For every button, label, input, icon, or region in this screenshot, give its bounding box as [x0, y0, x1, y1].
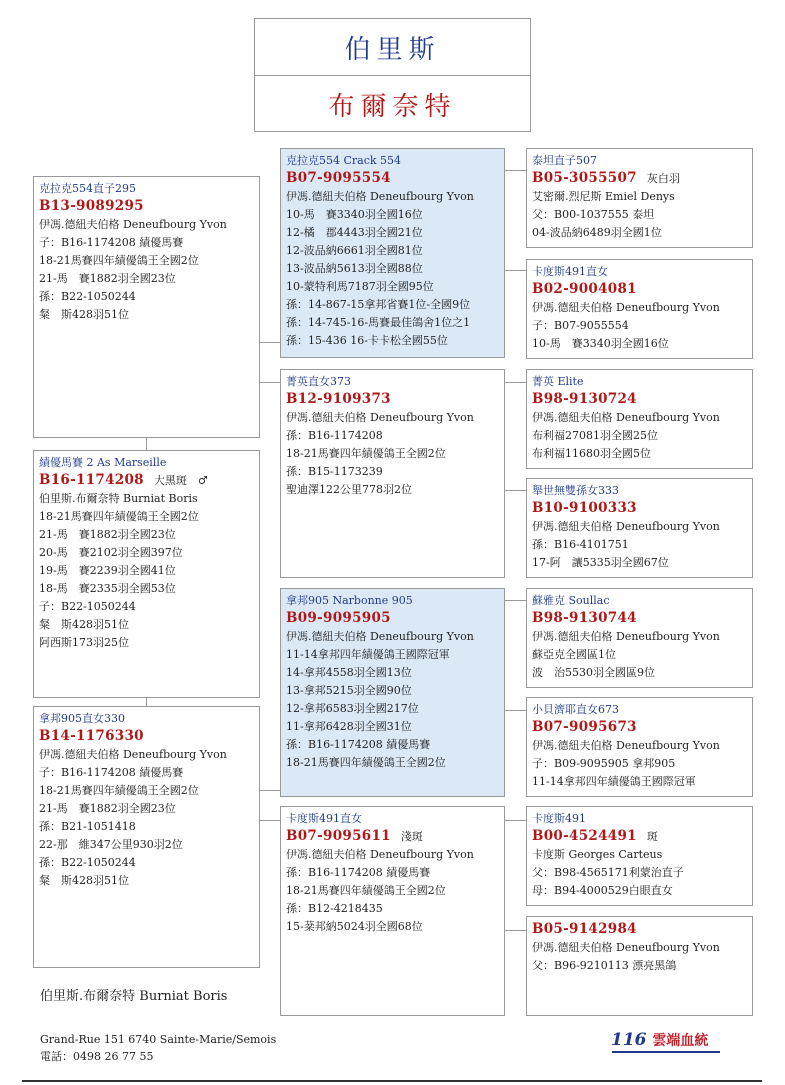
pedigree-detail-line: 孫：B22-1050244 — [39, 290, 136, 303]
connector-line — [505, 270, 526, 271]
ring-number-row — [532, 280, 748, 299]
pedigree-detail-line: 卡度斯 Georges Carteus — [532, 848, 663, 861]
connector-line — [505, 710, 526, 711]
pedigree-detail-line: 04-波品納6489羽全國1位 — [532, 226, 662, 239]
ring-number-row — [39, 727, 255, 746]
pigeon-name: 克拉克554 Crack 554 — [286, 154, 402, 167]
pedigree-detail-line: 11-14拿邦四年績優鴿王國際冠軍 — [532, 775, 696, 788]
address: Grand-Rue 151 6740 Sainte-Marie/Semois — [40, 1033, 277, 1046]
pedigree-detail-line: 18-21馬賽四年績優鴿王全國2位 — [286, 447, 446, 460]
pedigree-card-a3[interactable] — [526, 369, 753, 469]
pigeon-name: 卡度斯491直女 — [532, 265, 608, 278]
pigeon-name: 克拉克554直子295 — [39, 182, 136, 195]
ring-number-row — [286, 827, 500, 846]
pigeon-name: 績優馬賽 2 As Marseille — [39, 456, 167, 469]
pedigree-detail-line: 阿西斯173羽25位 — [39, 636, 129, 649]
pedigree-detail-line: 聖迪澤122公里778羽2位 — [286, 483, 412, 496]
pedigree-card-a5[interactable] — [526, 588, 753, 688]
ring-number: B16-1174208 — [39, 472, 144, 488]
pigeon-name: 菁英 Elite — [532, 375, 584, 388]
ring-number: B12-9109373 — [286, 391, 391, 407]
connector-line — [260, 382, 280, 383]
connector-line — [505, 820, 526, 821]
connector-line — [260, 820, 280, 821]
pedigree-detail-line: 母：B94-4000529白眼直女 — [532, 884, 673, 897]
color-description: 灰白羽 — [646, 172, 680, 185]
pedigree-detail-line: 18-馬 賽2335羽全國53位 — [39, 582, 176, 595]
pedigree-card-subject[interactable] — [33, 450, 260, 698]
pedigree-detail-line: 粲 斯428羽51位 — [39, 874, 129, 887]
pedigree-detail-line: 孫：B16-1174208 績優馬賽 — [286, 738, 431, 751]
pedigree-detail-line: 伊馮.德紐夫伯格 Deneufbourg Yvon — [532, 941, 720, 954]
pedigree-card-g2[interactable] — [280, 369, 505, 578]
ring-number: B02-9004081 — [532, 281, 637, 297]
pedigree-detail-line: 艾密爾.烈尼斯 Emiel Denys — [532, 190, 675, 203]
pedigree-detail-line: 子：B22-1050244 — [39, 600, 136, 613]
connector-line — [260, 790, 280, 791]
pedigree-detail-line: 18-21馬賽四年績優鴿王全國2位 — [39, 254, 199, 267]
pedigree-detail-line: 孫：15-436 16-卡卡松全國55位 — [286, 334, 448, 347]
pedigree-card-a8[interactable] — [526, 916, 753, 1016]
logo-underline — [612, 1051, 720, 1053]
ring-number: B13-9089295 — [39, 198, 144, 214]
ring-number-row — [286, 609, 500, 628]
pedigree-detail-line: 孫：B12-4218435 — [286, 902, 383, 915]
ring-number: B10-9100333 — [532, 500, 637, 516]
pedigree-card-a1[interactable] — [526, 148, 753, 248]
ring-number: B09-9095905 — [286, 610, 391, 626]
pigeon-name: 拿邦905直女330 — [39, 712, 125, 725]
pedigree-detail-line: 父：B98-4565171利蒙治直子 — [532, 866, 684, 879]
ring-number: B07-9095673 — [532, 719, 637, 735]
pedigree-detail-line: 21-馬 賽1882羽全國23位 — [39, 528, 176, 541]
pedigree-detail-line: 孫：B16-4101751 — [532, 538, 629, 551]
connector-line — [146, 698, 147, 706]
connector-line — [505, 490, 526, 491]
color-description: 大黑斑 ♂ — [153, 474, 208, 487]
pedigree-detail-line: 伊馮.德紐夫伯格 Deneufbourg Yvon — [532, 520, 720, 533]
logo-number: 116 — [611, 1030, 647, 1050]
pedigree-detail-line: 17-阿 讓5335羽全國67位 — [532, 556, 669, 569]
pedigree-detail-line: 12-波品納6661羽全國81位 — [286, 244, 423, 257]
pedigree-card-g3[interactable] — [280, 588, 505, 797]
pedigree-detail-line: 22-那 維347公里930羽2位 — [39, 838, 183, 851]
pedigree-detail-line: 孫：14-745-16-馬賽最佳鴿舍1位之1 — [286, 316, 471, 329]
pedigree-detail-line: 子：B16-1174208 績優馬賽 — [39, 766, 184, 779]
pedigree-detail-line: 伊馮.德紐夫伯格 Deneufbourg Yvon — [39, 748, 227, 761]
connector-line — [146, 438, 147, 450]
ring-number-row — [532, 827, 748, 846]
pedigree-detail-line: 20-馬 賽2102羽全國397位 — [39, 546, 183, 559]
pedigree-detail-line: 伊馮.德紐夫伯格 Deneufbourg Yvon — [286, 190, 474, 203]
pigeon-name: 菁英直女373 — [286, 375, 351, 388]
logo-text: 雲端血統 — [652, 1033, 709, 1049]
pedigree-detail-line: 15-棻邦納5024羽全國68位 — [286, 920, 423, 933]
title-box — [254, 18, 531, 132]
brand-logo — [611, 1030, 708, 1050]
ring-number-row — [532, 920, 748, 939]
pedigree-card-a6[interactable] — [526, 697, 753, 797]
connector-line — [505, 600, 526, 601]
pedigree-card-a4[interactable] — [526, 478, 753, 578]
pedigree-detail-line: 伊馮.德紐夫伯格 Deneufbourg Yvon — [39, 218, 227, 231]
connector-line — [505, 382, 526, 383]
pigeon-name: 小貝濟耶直女673 — [532, 703, 619, 716]
pedigree-detail-line: 21-馬 賽1882羽全國23位 — [39, 272, 176, 285]
ring-number: B05-3055507 — [532, 170, 637, 186]
ring-number-row — [532, 169, 748, 188]
pedigree-detail-line: 子：B09-9095905 拿邦905 — [532, 757, 676, 770]
pedigree-detail-line: 波 治5530羽全國區9位 — [532, 666, 655, 679]
pedigree-detail-line: 伊馮.德紐夫伯格 Deneufbourg Yvon — [532, 411, 720, 424]
pedigree-detail-line: 布利福11680羽全國5位 — [532, 447, 651, 460]
connector-line — [260, 342, 280, 343]
pedigree-detail-line: 19-馬 賽2239羽全國41位 — [39, 564, 176, 577]
pedigree-detail-line: 12-橘 郡4443羽全國21位 — [286, 226, 423, 239]
pedigree-detail-line: 10-馬 賽3340羽全國16位 — [532, 337, 669, 350]
pedigree-detail-line: 11-14拿邦四年績優鴿王國際冠軍 — [286, 648, 450, 661]
ring-number-row — [532, 609, 748, 628]
pedigree-detail-line: 伯里斯.布爾奈特 Burniat Boris — [39, 492, 198, 505]
ring-number-row — [532, 390, 748, 409]
pedigree-detail-line: 父：B96-9210113 漂亮黑鴿 — [532, 959, 677, 972]
pedigree-detail-line: 13-拿邦5215羽全國90位 — [286, 684, 412, 697]
owner-first-name: 伯里斯 — [255, 19, 530, 76]
connector-line — [505, 930, 526, 931]
pigeon-name: 蘇雅克 Soullac — [532, 594, 610, 607]
ring-number-row — [39, 197, 255, 216]
pedigree-detail-line: 21-馬 賽1882羽全國23位 — [39, 802, 176, 815]
color-description: 淺斑 — [400, 830, 423, 843]
connector-line — [505, 170, 526, 171]
pedigree-detail-line: 孫：B16-1174208 — [286, 429, 383, 442]
color-description: 斑 — [646, 830, 658, 843]
phone: 電話：0498 26 77 55 — [40, 1050, 154, 1063]
pedigree-detail-line: 伊馮.德紐夫伯格 Deneufbourg Yvon — [532, 739, 720, 752]
pedigree-detail-line: 伊馮.德紐夫伯格 Deneufbourg Yvon — [532, 301, 720, 314]
bottom-divider — [22, 1080, 762, 1082]
pedigree-detail-line: 伊馮.德紐夫伯格 Deneufbourg Yvon — [286, 848, 474, 861]
pedigree-detail-line: 子：B16-1174208 績優馬賽 — [39, 236, 184, 249]
ring-number: B98-9130744 — [532, 610, 637, 626]
pedigree-detail-line: 子：B07-9055554 — [532, 319, 629, 332]
ring-number-row — [532, 499, 748, 518]
ring-number-row — [286, 390, 500, 409]
pedigree-detail-line: 伊馮.德紐夫伯格 Deneufbourg Yvon — [532, 630, 720, 643]
owner-name: 伯里斯.布爾奈特 Burniat Boris — [40, 989, 228, 1004]
pedigree-detail-line: 18-21馬賽四年績優鴿王全國2位 — [39, 510, 199, 523]
pedigree-detail-line: 13-波品納5613羽全國88位 — [286, 262, 423, 275]
ring-number-row — [39, 471, 255, 490]
pedigree-detail-line: 粲 斯428羽51位 — [39, 618, 129, 631]
pedigree-detail-line: 伊馮.德紐夫伯格 Deneufbourg Yvon — [286, 411, 474, 424]
pigeon-name: 泰坦直子507 — [532, 154, 597, 167]
pedigree-detail-line: 18-21馬賽四年績優鴿王全國2位 — [286, 756, 446, 769]
pedigree-detail-line: 11-拿邦6428羽全國31位 — [286, 720, 412, 733]
pedigree-detail-line: 14-拿邦4558羽全國13位 — [286, 666, 412, 679]
pedigree-detail-line: 伊馮.德紐夫伯格 Deneufbourg Yvon — [286, 630, 474, 643]
ring-number: B14-1176330 — [39, 728, 144, 744]
ring-number: B05-9142984 — [532, 921, 637, 937]
pedigree-detail-line: 10-馬 賽3340羽全國16位 — [286, 208, 423, 221]
pedigree-detail-line: 孫：B22-1050244 — [39, 856, 136, 869]
owner-last-name: 布爾奈特 — [328, 91, 457, 122]
ring-number: B98-9130724 — [532, 391, 637, 407]
ring-number-row — [286, 169, 500, 188]
pedigree-detail-line: 粲 斯428羽51位 — [39, 308, 129, 321]
pedigree-detail-line: 18-21馬賽四年績優鴿王全國2位 — [39, 784, 199, 797]
pedigree-card-a2[interactable] — [526, 259, 753, 359]
pedigree-detail-line: 孫：B21-1051418 — [39, 820, 136, 833]
pedigree-detail-line: 蘇亞克全國區1位 — [532, 648, 616, 661]
pedigree-detail-line: 父：B00-1037555 泰坦 — [532, 208, 655, 221]
pigeon-name: 卡度斯491 — [532, 812, 586, 825]
pedigree-card-dam[interactable] — [33, 706, 260, 968]
pedigree-detail-line: 布利福27081羽全國25位 — [532, 429, 658, 442]
ring-number: B07-9095554 — [286, 170, 391, 186]
pedigree-detail-line: 孫：B15-1173239 — [286, 465, 383, 478]
pigeon-name: 卡度斯491直女 — [286, 812, 362, 825]
pedigree-card-a7[interactable] — [526, 806, 753, 906]
pedigree-card-g4[interactable] — [280, 806, 505, 1016]
ring-number-row — [532, 718, 748, 737]
pigeon-name: 舉世無雙孫女333 — [532, 484, 619, 497]
ring-number: B07-9095611 — [286, 828, 391, 844]
pedigree-detail-line: 18-21馬賽四年績優鴿王全國2位 — [286, 884, 446, 897]
pedigree-detail-line: 孫：14-867-15拿邦省賽1位-全國9位 — [286, 298, 471, 311]
pigeon-name: 拿邦905 Narbonne 905 — [286, 594, 413, 607]
pedigree-detail-line: 12-拿邦6583羽全國217位 — [286, 702, 419, 715]
pedigree-detail-line: 10-蒙特利馬7187羽全國95位 — [286, 280, 434, 293]
pedigree-card-gp1[interactable] — [33, 176, 260, 438]
ring-number: B00-4524491 — [532, 828, 637, 844]
contact-block — [40, 1031, 276, 1065]
pedigree-detail-line: 孫：B16-1174208 績優馬賽 — [286, 866, 431, 879]
pedigree-card-g1[interactable] — [280, 148, 505, 358]
